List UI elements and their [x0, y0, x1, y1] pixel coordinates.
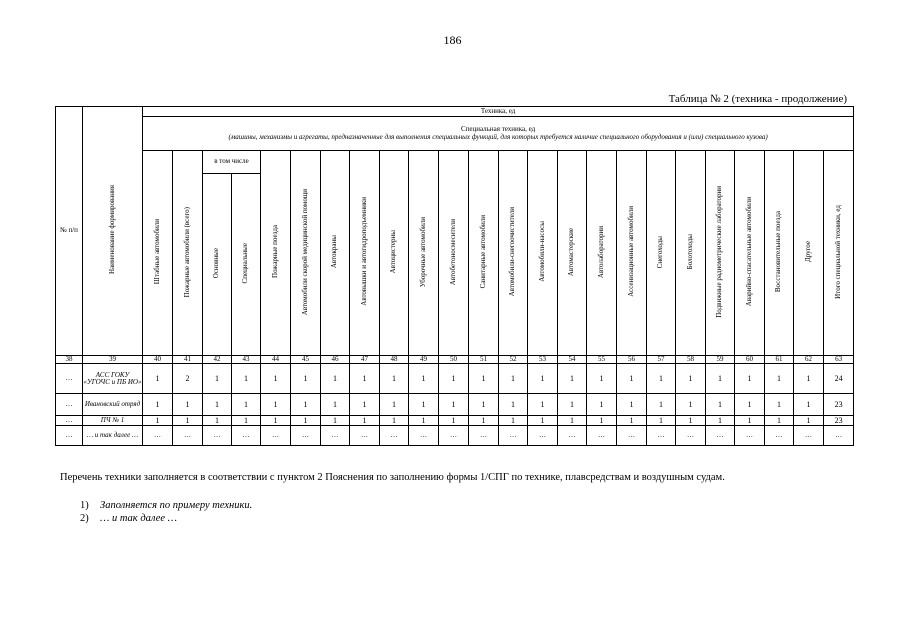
note-list: [80, 499, 252, 525]
value-cell: 1: [558, 364, 587, 394]
value-cell: …: [439, 426, 469, 446]
column-number: 41: [173, 356, 203, 364]
column-number: 61: [765, 356, 794, 364]
value-cell: …: [173, 426, 203, 446]
value-cell: 1: [617, 416, 647, 426]
column-number: 50: [439, 356, 469, 364]
value-cell: 1: [617, 364, 647, 394]
column-number: 54: [558, 356, 587, 364]
column-number: 40: [143, 356, 173, 364]
value-cell: 1: [409, 416, 439, 426]
value-cell: …: [380, 426, 409, 446]
value-cell: …: [528, 426, 558, 446]
column-number: 46: [321, 356, 350, 364]
value-cell: 1: [765, 416, 794, 426]
column-number: 57: [647, 356, 676, 364]
col-header: Пожарные автомобили (всего): [173, 151, 203, 356]
header-row-num: № п/п: [56, 107, 83, 356]
column-number: 38: [56, 356, 83, 364]
column-number: 58: [676, 356, 706, 364]
value-cell: 23: [824, 416, 854, 426]
value-cell: 1: [587, 394, 617, 416]
value-cell: 1: [439, 364, 469, 394]
col-header: Болотоходы: [676, 151, 706, 356]
value-cell: 1: [380, 416, 409, 426]
value-cell: 1: [706, 364, 735, 394]
column-number: 51: [469, 356, 499, 364]
row-number-cell: …: [56, 416, 83, 426]
column-number: 39: [83, 356, 143, 364]
col-header: Другое: [794, 151, 824, 356]
col-header: Ассенизационные автомобили: [617, 151, 647, 356]
value-cell: 1: [587, 416, 617, 426]
value-cell: 1: [735, 394, 765, 416]
value-cell: 1: [143, 416, 173, 426]
column-number: 44: [261, 356, 291, 364]
value-cell: 1: [321, 394, 350, 416]
value-cell: 1: [232, 394, 261, 416]
value-cell: …: [824, 426, 854, 446]
value-cell: 1: [499, 364, 528, 394]
column-number: 47: [350, 356, 380, 364]
value-cell: 1: [321, 416, 350, 426]
value-cell: 1: [706, 394, 735, 416]
value-cell: 1: [173, 416, 203, 426]
value-cell: 1: [794, 364, 824, 394]
header-v-tom-chisle: в том числе: [203, 151, 261, 174]
column-number: 62: [794, 356, 824, 364]
value-cell: 1: [765, 364, 794, 394]
value-cell: 1: [203, 364, 232, 394]
value-cell: …: [647, 426, 676, 446]
col-header: Автомобили-снегоочистители: [499, 151, 528, 356]
column-number: 59: [706, 356, 735, 364]
value-cell: 1: [380, 394, 409, 416]
col-header: Уборочные автомобили: [409, 151, 439, 356]
row-number-cell: …: [56, 426, 83, 446]
col-header: Автовышки и автогидроподъемники: [350, 151, 380, 356]
value-cell: 1: [528, 364, 558, 394]
page-number: 186: [443, 33, 462, 47]
equipment-table: [55, 106, 854, 446]
value-cell: …: [291, 426, 321, 446]
value-cell: …: [617, 426, 647, 446]
column-number: 60: [735, 356, 765, 364]
column-number: 48: [380, 356, 409, 364]
col-header: Санитарные автомобили: [469, 151, 499, 356]
value-cell: 1: [261, 416, 291, 426]
value-cell: …: [765, 426, 794, 446]
list-item: 1) Заполняется по примеру техники.: [80, 500, 253, 511]
value-cell: 1: [203, 416, 232, 426]
value-cell: …: [409, 426, 439, 446]
formation-name-cell: … и так далее …: [83, 426, 143, 446]
col-header: Специальные: [232, 174, 261, 356]
value-cell: …: [261, 426, 291, 446]
value-cell: 1: [261, 394, 291, 416]
col-header: Снегоходы: [647, 151, 676, 356]
value-cell: 1: [232, 416, 261, 426]
col-header: Основные: [203, 174, 232, 356]
column-number: 43: [232, 356, 261, 364]
column-number: 53: [528, 356, 558, 364]
value-cell: 1: [350, 416, 380, 426]
header-special: Специальная техника, ед (машины, механизмы и агрегаты, предназначенные для выполнения специальных функций, для которых требуется наличие специального оборудования и (или) специального кузова): [143, 117, 854, 151]
col-header: Итого специальной техники, ед: [824, 151, 854, 356]
value-cell: 1: [173, 394, 203, 416]
value-cell: 1: [706, 416, 735, 426]
value-cell: 1: [558, 416, 587, 426]
col-header: Пожарные поезда: [261, 151, 291, 356]
value-cell: 1: [617, 394, 647, 416]
value-cell: 1: [143, 364, 173, 394]
value-cell: 1: [528, 394, 558, 416]
header-technika: Техника, ед: [143, 107, 854, 117]
col-header: Автомобили скорой медицинской помощи: [291, 151, 321, 356]
value-cell: 1: [321, 364, 350, 394]
table-title: Таблица № 2 (техника - продолжение): [668, 93, 847, 105]
column-number: 52: [499, 356, 528, 364]
table-row: [56, 426, 854, 446]
value-cell: 1: [676, 416, 706, 426]
value-cell: 1: [647, 364, 676, 394]
value-cell: …: [469, 426, 499, 446]
value-cell: 1: [350, 394, 380, 416]
footnote: Перечень техники заполняется в соответствии с пунктом 2 Пояснения по заполнению формы 1/СПГ по технике, плавсредствам и воздушным судам.: [60, 472, 725, 483]
value-cell: 1: [291, 416, 321, 426]
value-cell: …: [676, 426, 706, 446]
value-cell: …: [350, 426, 380, 446]
column-number: 49: [409, 356, 439, 364]
column-number: 42: [203, 356, 232, 364]
value-cell: 1: [587, 364, 617, 394]
value-cell: 1: [735, 416, 765, 426]
value-cell: 1: [291, 394, 321, 416]
row-number-cell: …: [56, 364, 83, 394]
value-cell: 1: [203, 394, 232, 416]
value-cell: 1: [469, 394, 499, 416]
col-header: Автомобили-насосы: [528, 151, 558, 356]
value-cell: …: [143, 426, 173, 446]
column-number: 45: [291, 356, 321, 364]
formation-name-cell: ПЧ № 1: [83, 416, 143, 426]
value-cell: …: [587, 426, 617, 446]
value-cell: 1: [261, 364, 291, 394]
value-cell: 1: [735, 364, 765, 394]
value-cell: 1: [647, 416, 676, 426]
value-cell: …: [558, 426, 587, 446]
table-row: [56, 416, 854, 426]
value-cell: …: [735, 426, 765, 446]
value-cell: …: [203, 426, 232, 446]
value-cell: …: [706, 426, 735, 446]
value-cell: 1: [765, 394, 794, 416]
value-cell: 1: [794, 416, 824, 426]
value-cell: 1: [499, 394, 528, 416]
col-header: Автокраны: [321, 151, 350, 356]
formation-name-cell: АСС ГОКУ «УГОЧС и ПБ ИО»: [83, 364, 143, 394]
value-cell: 1: [676, 364, 706, 394]
table-row: [56, 364, 854, 394]
col-header: Штабные автомобили: [143, 151, 173, 356]
value-cell: …: [321, 426, 350, 446]
value-cell: 1: [409, 364, 439, 394]
value-cell: …: [232, 426, 261, 446]
row-number-cell: …: [56, 394, 83, 416]
value-cell: …: [794, 426, 824, 446]
value-cell: 1: [558, 394, 587, 416]
value-cell: 1: [794, 394, 824, 416]
value-cell: 23: [824, 394, 854, 416]
formation-name-cell: Ивановский отряд: [83, 394, 143, 416]
col-header: Автомастерские: [558, 151, 587, 356]
value-cell: 1: [528, 416, 558, 426]
value-cell: 1: [439, 416, 469, 426]
col-header: Подвижные радиометрические лаборатории: [706, 151, 735, 356]
value-cell: 1: [350, 364, 380, 394]
value-cell: 1: [676, 394, 706, 416]
value-cell: 1: [469, 416, 499, 426]
value-cell: 1: [499, 416, 528, 426]
value-cell: 1: [409, 394, 439, 416]
value-cell: 1: [439, 394, 469, 416]
value-cell: 1: [232, 364, 261, 394]
col-header: Автолаборатории: [587, 151, 617, 356]
col-header: Восстановительные поезда: [765, 151, 794, 356]
col-header: Автобетоносмесители: [439, 151, 469, 356]
value-cell: 1: [469, 364, 499, 394]
value-cell: 2: [173, 364, 203, 394]
value-cell: 1: [291, 364, 321, 394]
value-cell: 24: [824, 364, 854, 394]
value-cell: 1: [647, 394, 676, 416]
col-header: Аварийно-спасательные автомобили: [735, 151, 765, 356]
value-cell: 1: [143, 394, 173, 416]
value-cell: …: [499, 426, 528, 446]
column-number-row: [56, 356, 854, 364]
table-row: [56, 394, 854, 416]
col-header: Автоцистерны: [380, 151, 409, 356]
column-number: 63: [824, 356, 854, 364]
column-number: 55: [587, 356, 617, 364]
value-cell: 1: [380, 364, 409, 394]
list-item: 2) … и так далее …: [80, 513, 178, 524]
header-name: Наименование формирования: [83, 107, 143, 356]
column-number: 56: [617, 356, 647, 364]
